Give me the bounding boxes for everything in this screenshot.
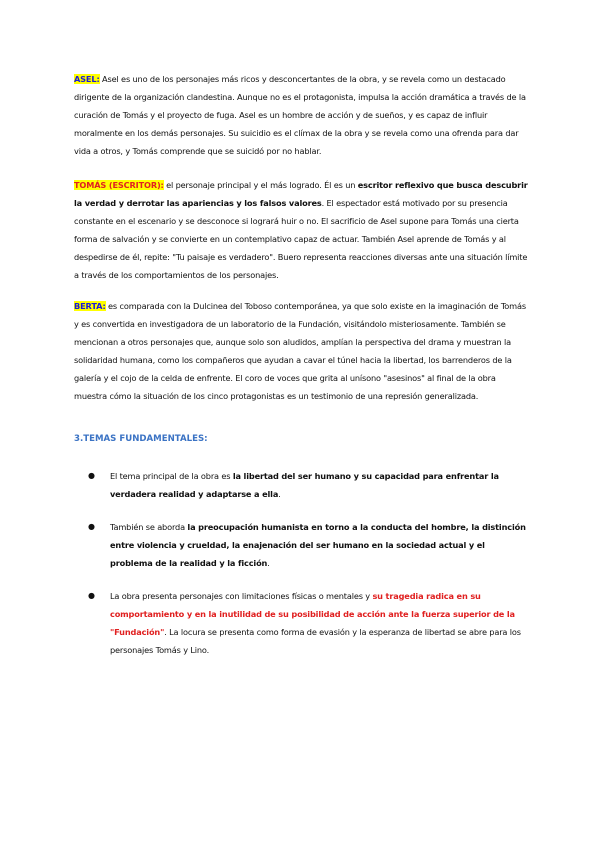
asel-text: Asel es uno de los personajes más ricos y desconcertantes de la obra, y se revela como un destacado dirigente de la organización clandestina. Aunque no es el protagonista, impulsa la acción dramática a través de la curación de Tomás y el proyecto de fuga. Asel es un hombre de acción y de sueños, y es capaz de influir moralmente en los demás personajes. Su suicidio es el clímax de la obra y se revela como una ofrenda para dar vida a otros, y Tomás comprende que se suicidó por no hablar. (74, 74, 526, 156)
theme-item-3-text (110, 587, 530, 659)
theme-item-3-pre: La obra presenta personajes con limitaciones físicas o mentales y (110, 591, 373, 601)
tomas-name: TOMÁS (ESCRITOR): (74, 180, 164, 190)
bullet-icon: ● (88, 591, 95, 600)
asel-name: ASEL: (74, 74, 100, 84)
themes-heading: 3.TEMAS FUNDAMENTALES: (74, 434, 208, 444)
tomas-text-pre: el personaje principal y el más logrado. Él es un (163, 180, 358, 190)
theme-item-3 (74, 587, 530, 659)
theme-item-1 (74, 467, 530, 503)
theme-item-2 (74, 518, 530, 572)
theme-item-1-text (110, 467, 530, 503)
theme-item-1-pre: El tema principal de la obra es (110, 471, 233, 481)
berta-text: es comparada con la Dulcinea del Toboso contemporánea, ya que solo existe en la imaginación de Tomás y es convertida en investigadora de un laboratorio de la Fundación, visitándolo misteriosamente. También se mencionan a otros personajes que, aunque solo son aludidos, amplían la perspectiva del drama y muestran la solidaridad humana, como los compañeros que ayudan a cavar el túnel hacia la libertad, los barrenderos de la galería y el cojo de la celda de enfrente. El coro de voces que grita al unísono "asesinos" al final de la obra muestra cómo la situación de los cinco protagonistas es un testimonio de una represión generalizada. (74, 301, 526, 401)
theme-item-1-post: . (278, 489, 281, 499)
theme-item-2-text (110, 518, 530, 572)
bullet-icon: ● (88, 471, 95, 480)
berta-paragraph (74, 297, 530, 405)
tomas-text-bold: escritor reflexivo que busca descubrir la verdad y derrotar las apariencias y los falsos valores (74, 180, 528, 208)
theme-item-3-post: . La locura se presenta como forma de evasión y la esperanza de libertad se abre para los personajes Tomás y Lino. (110, 627, 521, 655)
tomas-text-post: . El espectador está motivado por su presencia constante en el escenario y se desconoce si logrará huir o no. El sacrificio de Asel supone para Tomás una cierta forma de salvación y se convierte en un contemplativo capaz de actuar. También Asel aprende de Tomás y al despedirse de él, repite: "Tu paisaje es verdadero". Buero representa reacciones diversas ante una situación límite a través de los comportamientos de los personajes. (74, 198, 528, 280)
theme-item-2-bold: la preocupación humanista en torno a la conducta del hombre, la distinción entre violencia y crueldad, la enajenación del ser humano en la sociedad actual y el problema de la realidad y la ficción (110, 522, 526, 568)
berta-name: BERTA: (74, 301, 106, 311)
theme-item-2-post: . (267, 558, 270, 568)
theme-item-3-bold: su tragedia radica en su comportamiento y en la inutilidad de su posibilidad de acción ante la fuerza superior de la "Fundación" (110, 591, 515, 637)
theme-item-2-pre: También se aborda (110, 522, 188, 532)
bullet-icon: ● (88, 522, 95, 531)
theme-item-1-bold: la libertad del ser humano y su capacidad para enfrentar la verdadera realidad y adaptarse a ella (110, 471, 499, 499)
asel-paragraph (74, 70, 530, 160)
tomas-paragraph (74, 176, 530, 284)
